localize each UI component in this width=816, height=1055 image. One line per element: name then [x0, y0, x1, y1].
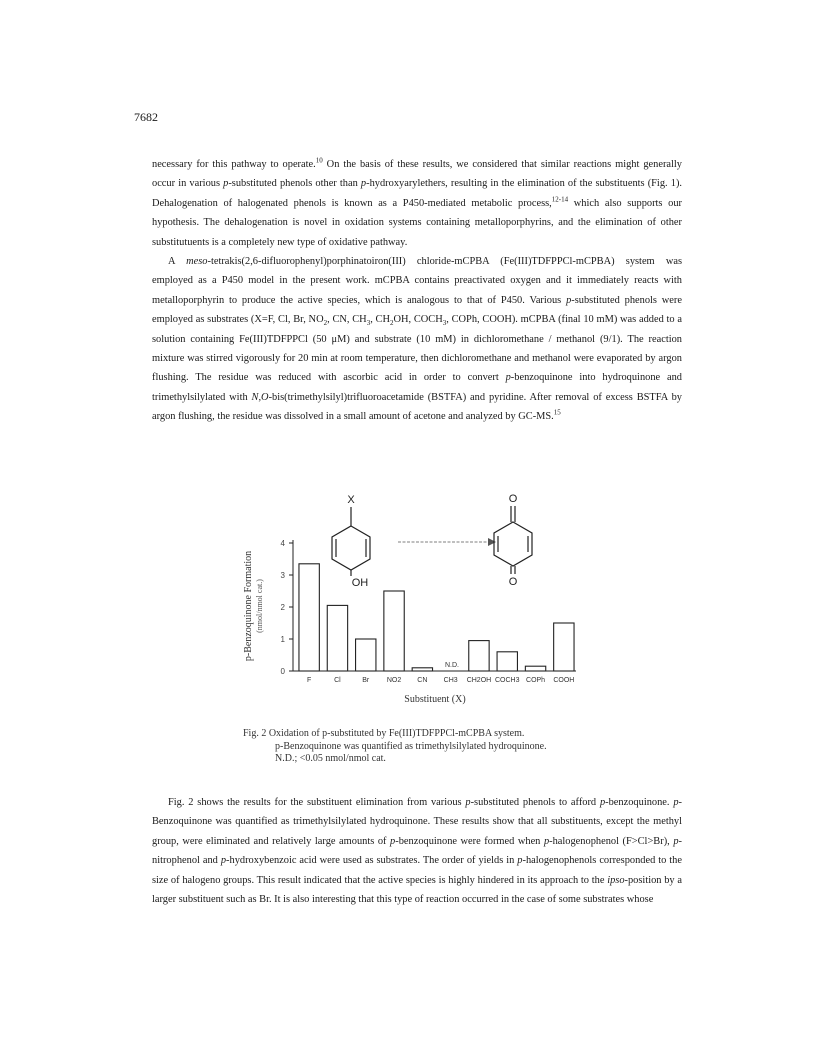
x-tick-label: Cl — [334, 677, 341, 684]
figure-2 — [240, 488, 600, 713]
y-tick-label: 3 — [280, 571, 285, 580]
intro-paragraphs — [152, 155, 682, 427]
paragraph-1: necessary for this pathway to operate.$^{10}$ On the basis of these results, we considered that similar reactions might generally occur in various p-substituted phenols other than p-hydroxyarylethers, resulting in the elimination of the substituents (Fig. 1). Dehalogenation of halogenated phenols is known as a P450-mediated metabolic process,$^{12-14}$ which also supports our hypothesis. The dehalogenation is novel in oxidation systems containing metalloporphyrins, and the elimination of other substitutuents is a completely new type of oxidative pathway. — [152, 156, 682, 248]
bar-no2 — [384, 591, 404, 671]
y-tick-label: 4 — [280, 539, 285, 548]
substituent-x-label: X — [347, 494, 355, 506]
x-tick-label: COOH — [553, 677, 575, 684]
oh-label: OH — [351, 577, 369, 589]
x-tick-label: CH3 — [443, 677, 458, 684]
nd-annotation: N.D. — [445, 662, 459, 669]
bottom-oxygen-label: O — [508, 576, 518, 588]
figure-caption — [243, 728, 547, 766]
paragraph-2: A meso-tetrakis(2,6-difluorophenyl)porphinatoiron(III) chloride-mCPBA (Fe(III)TDFPPCl-mCPBA) system was employed as a P450 model in the present work. mCPBA contains preactivated oxygen and it immediately reacts with metalloporphyrin to produce the active species, which is analogous to that of P450. Various p-substituted phenols were employed as substrates (X=F, Cl, Br, $NO_2$, CN, $CH_3$, $CH_2OH$, $COCH_3$, COPh, COOH). mCPBA (final 10 mM) was added to a solution containing Fe(III)TDFPPCl (50 μM) and substrate (10 mM) in dichloromethane / methanol (9/1). The reaction mixture was stirred vigorously for 20 min at room temperature, then dichloromethane and methanol were evaporated by argon flushing. The residue was reduced with ascorbic acid in order to convert p-benzoquinone into hydroquinone and trimethylsilylated with N,O-bis(trimethylsilyl)trifluoroacetamide (BSTFA) and pyridine. After removal of excess BSTFA by argon flushing, the residue was dissolved in a small amount of acetone and analyzed by GC-MS.$^{15}$ — [152, 256, 683, 423]
bar-f — [299, 564, 319, 671]
bar-cn — [412, 668, 432, 671]
y-axis-units: (nmol/nmol cat.) — [255, 579, 264, 633]
bar-chart — [240, 488, 600, 713]
bar-cooh — [554, 623, 574, 671]
x-tick-label: F — [307, 677, 312, 684]
benzoquinone-structure — [494, 506, 532, 574]
caption-line-1: Fig. 2 Oxidation of p-substituted by Fe(III)TDFPPCl-mCPBA system. — [243, 728, 525, 739]
bar-cl — [327, 605, 347, 671]
x-tick-labels — [307, 677, 574, 684]
x-tick-label: NO2 — [386, 677, 402, 684]
x-tick-label: COCH3 — [494, 677, 520, 684]
top-oxygen-label: O — [508, 493, 518, 505]
arrow-head-icon — [488, 538, 496, 546]
caption-line-3: N.D.; <0.05 nmol/nmol cat. — [275, 753, 386, 764]
page-number: 7682 — [134, 110, 158, 124]
x-tick-label: Br — [362, 677, 370, 684]
bar-ch2oh — [469, 641, 489, 671]
y-axis-title: p-Benzoquinone Formation — [243, 550, 254, 662]
x-axis-title: Substituent (X) — [404, 694, 466, 705]
paragraph-3: Fig. 2 shows the results for the substituent elimination from various p-substituted phenols to afford p-benzoquinone. p-Benzoquinone was quantified as trimethylsilylated hydroquinone. These results show that all substituents, except the methyl group, were eliminated and relatively large amounts of p-benzoquinone were formed when p-halogenophenol (F>Cl>Br), p-nitrophenol and p-hydroxybenzoic acid were used as substrates. The order of yields in p-halogenophenols corresponded to the size of halogeno groups. This result indicated that the active species is highly hindered in its approach to the ipso-position by a larger substituent such as Br. It is also interesting that this type of reaction occurred in the case of some substrates whose — [152, 797, 682, 906]
y-ticks — [281, 539, 293, 676]
bar-coch3 — [497, 652, 517, 671]
x-tick-label: COPh — [526, 677, 546, 684]
x-tick-label: CN — [417, 677, 428, 684]
results-paragraph-block — [152, 793, 682, 909]
bars — [299, 564, 574, 671]
caption-line-2: p-Benzoquinone was quantified as trimethylsilylated hydroquinone. — [275, 740, 547, 752]
bar-br — [356, 639, 376, 671]
y-tick-label: 2 — [280, 603, 285, 612]
phenol-structure — [332, 507, 370, 576]
x-tick-label: CH2OH — [466, 677, 492, 684]
y-tick-label: 0 — [280, 667, 285, 676]
y-tick-label: 1 — [280, 635, 285, 644]
bar-coph — [525, 666, 545, 671]
